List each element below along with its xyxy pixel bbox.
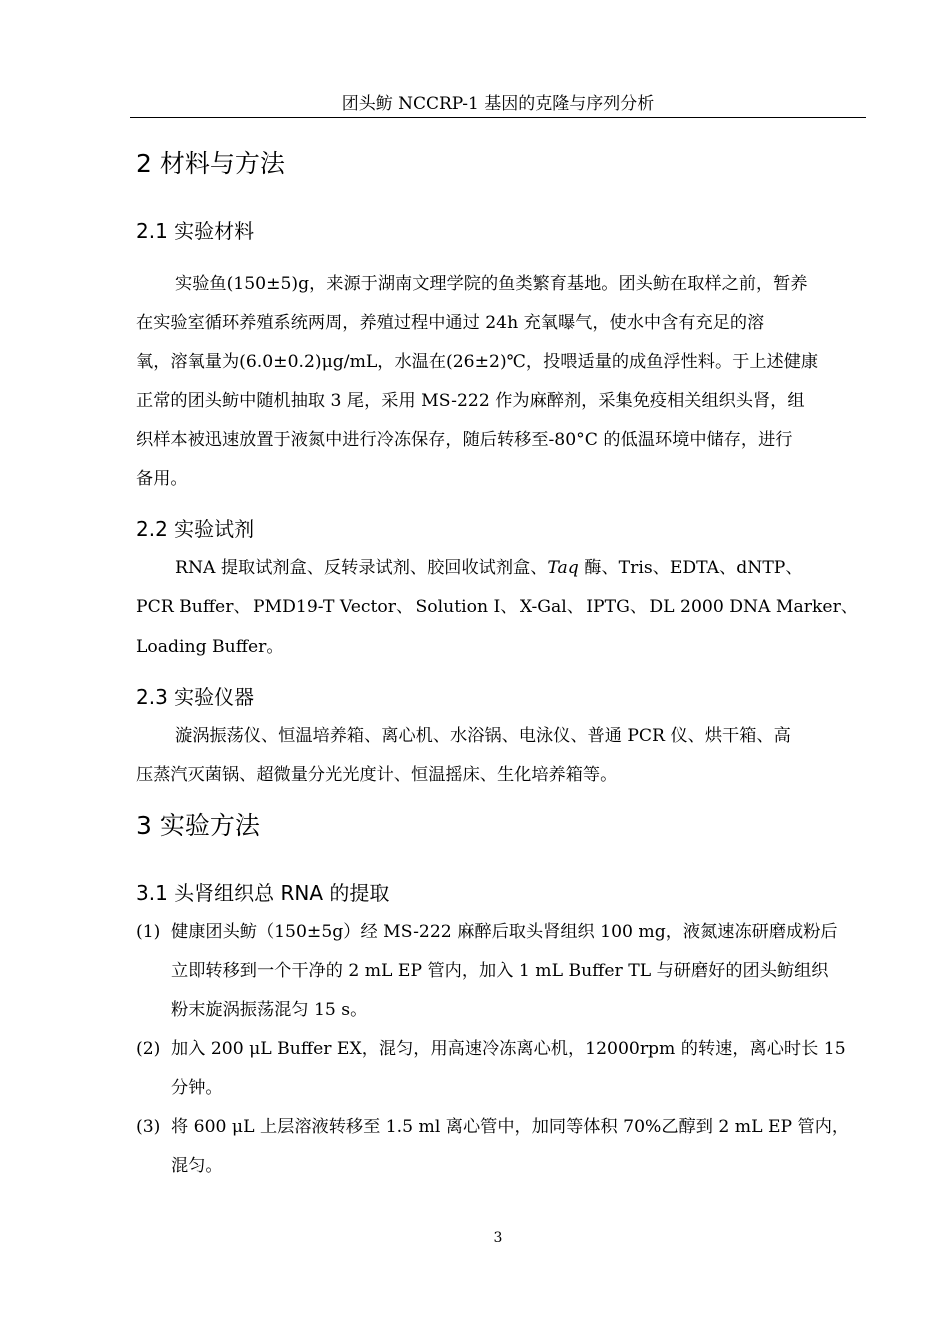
paragraph-line: 在实验室循环养殖系统两周，养殖过程中通过 24h 充氧曝气，使水中含有充足的溶 [136,313,765,333]
step-line: 粉末旋涡振荡混匀 15 s。 [171,1000,368,1020]
step-line: 分钟。 [171,1078,223,1098]
reagent-item: IPTG、 [586,597,648,617]
reagent-item: X-Gal、 [519,597,584,617]
step-marker: (1) [136,922,161,942]
section-2-3-heading: 2.3 实验仪器 [136,685,255,709]
paragraph-line: 压蒸汽灭菌锅、超微量分光光度计、恒温摇床、生化培养箱等。 [136,765,618,785]
reagent-text: RNA 提取试剂盒、反转录试剂、胶回收试剂盒、 [175,558,548,578]
step-line: 混匀。 [171,1156,223,1176]
taq-italic: Taq [547,558,579,578]
section-2-1-heading: 2.1 实验材料 [136,219,255,243]
step-line: 健康团头鲂（150±5g）经 MS-222 麻醉后取头肾组织 100 mg，液氮速冻研磨成粉后 [171,922,838,942]
step-line: 加入 200 μL Buffer EX，混匀，用高速冷冻离心机，12000rpm 的转速，离心时长 15 [171,1039,846,1059]
paragraph-line [175,557,803,579]
page-number: 3 [493,1230,503,1246]
section-2-heading: 2 材料与方法 [136,149,285,178]
step-marker: (3) [136,1117,161,1137]
reagent-text: 酶、Tris、EDTA、dNTP、 [578,558,803,578]
paragraph-line: 氧，溶氧量为(6.0±0.2)μg/mL，水温在(26±2)℃，投喂适量的成鱼浮性料。于上述健康 [136,352,819,372]
reagent-item: Solution Ⅰ、 [415,597,518,617]
section-2-2-heading: 2.2 实验试剂 [136,517,255,541]
header-rule [130,117,866,118]
paragraph-line: Loading Buffer。 [136,637,284,657]
paragraph-line: 正常的团头鲂中随机抽取 3 尾，采用 MS-222 作为麻醉剂，采集免疫相关组织头肾，组 [136,391,805,411]
running-header-title: 团头鲂 NCCRP-1 基因的克隆与序列分析 [341,94,655,114]
paragraph-line [136,596,858,618]
paragraph-line: 织样本被迅速放置于液氮中进行冷冻保存，随后转移至-80°C 的低温环境中储存，进行 [136,430,793,450]
paragraph-line: 备用。 [136,469,188,489]
section-3-heading: 3 实验方法 [136,811,260,840]
section-3-1-heading: 3.1 头肾组织总 RNA 的提取 [136,881,390,905]
paragraph-line: 实验鱼(150±5)g，来源于湖南文理学院的鱼类繁育基地。团头鲂在取样之前，暂养 [175,274,808,294]
reagent-item: PMD19-T Vector、 [252,597,414,617]
reagent-item: DL 2000 DNA Marker、 [649,597,858,617]
step-marker: (2) [136,1039,161,1059]
step-line: 立即转移到一个干净的 2 mL EP 管内，加入 1 mL Buffer TL 与研磨好的团头鲂组织 [171,961,829,981]
paragraph-line: 漩涡振荡仪、恒温培养箱、离心机、水浴锅、电泳仪、普通 PCR 仪、烘干箱、高 [175,726,791,746]
step-line: 将 600 μL 上层溶液转移至 1.5 ml 离心管中，加同等体积 70%乙醇到 2 mL EP 管内， [171,1117,850,1137]
reagent-item: PCR Buffer、 [136,597,251,617]
